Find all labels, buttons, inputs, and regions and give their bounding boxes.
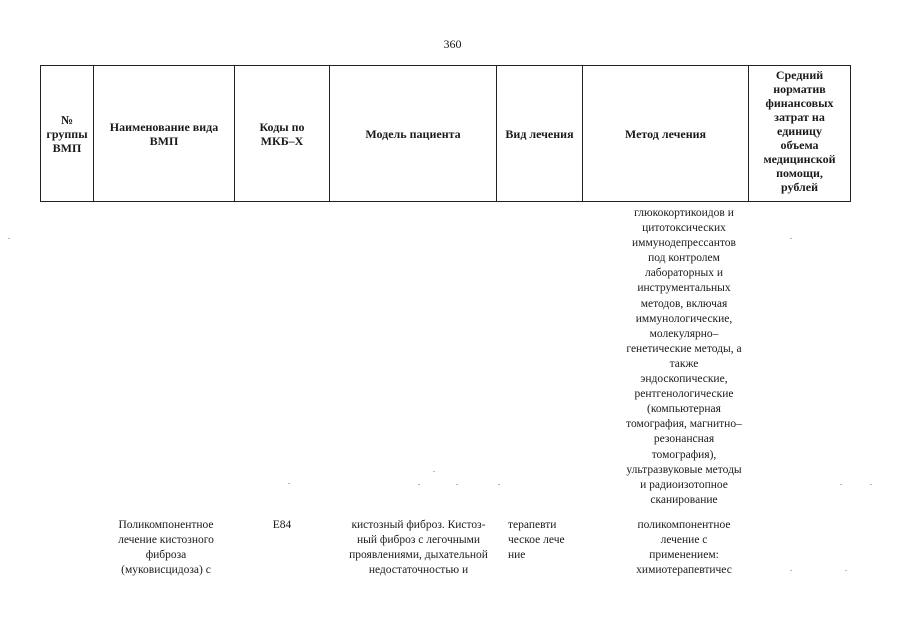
row-vmp-name: Поликомпонентное лечение кистозного фиброза (муковисцидоза) с xyxy=(118,519,214,577)
scan-artifact xyxy=(845,570,847,571)
scan-artifact xyxy=(288,483,290,484)
continuation-method-text: глюкокортикоидов и цитотоксических иммунодепрессантов под контролем лабораторных и инструментальных методов, включая иммунологические, молекулярно– генетические методы, а также эндоскопические, рентгенологические (компьютерная томография, магнитно– резонансная томография), ультразвуковые методы и радиоизотопное сканирование xyxy=(626,207,742,506)
scan-artifact xyxy=(456,484,458,485)
scan-artifact xyxy=(498,484,500,485)
scan-artifact xyxy=(418,484,420,485)
header-average-cost: Средний норматив финансовых затрат на единицу объема медицинской помощи, рублей xyxy=(749,66,851,202)
row-patient-model: кистозный фиброз. Кистоз- ный фиброз с легочными проявлениями, дыхательной недостаточностью и xyxy=(349,519,488,577)
scan-artifact xyxy=(8,238,10,239)
header-table xyxy=(40,65,851,202)
header-patient-model: Модель пациента xyxy=(330,66,497,202)
scan-artifact xyxy=(840,484,842,485)
scan-artifact xyxy=(790,238,792,239)
header-treatment-type: Вид лечения xyxy=(497,66,583,202)
page-number: 360 xyxy=(443,37,462,51)
scan-artifact xyxy=(790,570,792,571)
header-group-number: № группы ВМП xyxy=(41,66,94,202)
scan-artifact xyxy=(433,471,435,472)
header-row xyxy=(41,66,851,202)
scan-artifact xyxy=(870,484,872,485)
header-treatment-method: Метод лечения xyxy=(583,66,749,202)
header-icd-codes: Коды по МКБ–X xyxy=(235,66,330,202)
row-treatment-type: терапевти ческое лече ние xyxy=(508,519,565,562)
header-vmp-name: Наименование вида ВМП xyxy=(94,66,235,202)
row-treatment-method: поликомпонентное лечение с применением: химиотерапевтичес xyxy=(636,519,732,577)
row-icd-codes: E84 xyxy=(272,519,292,531)
